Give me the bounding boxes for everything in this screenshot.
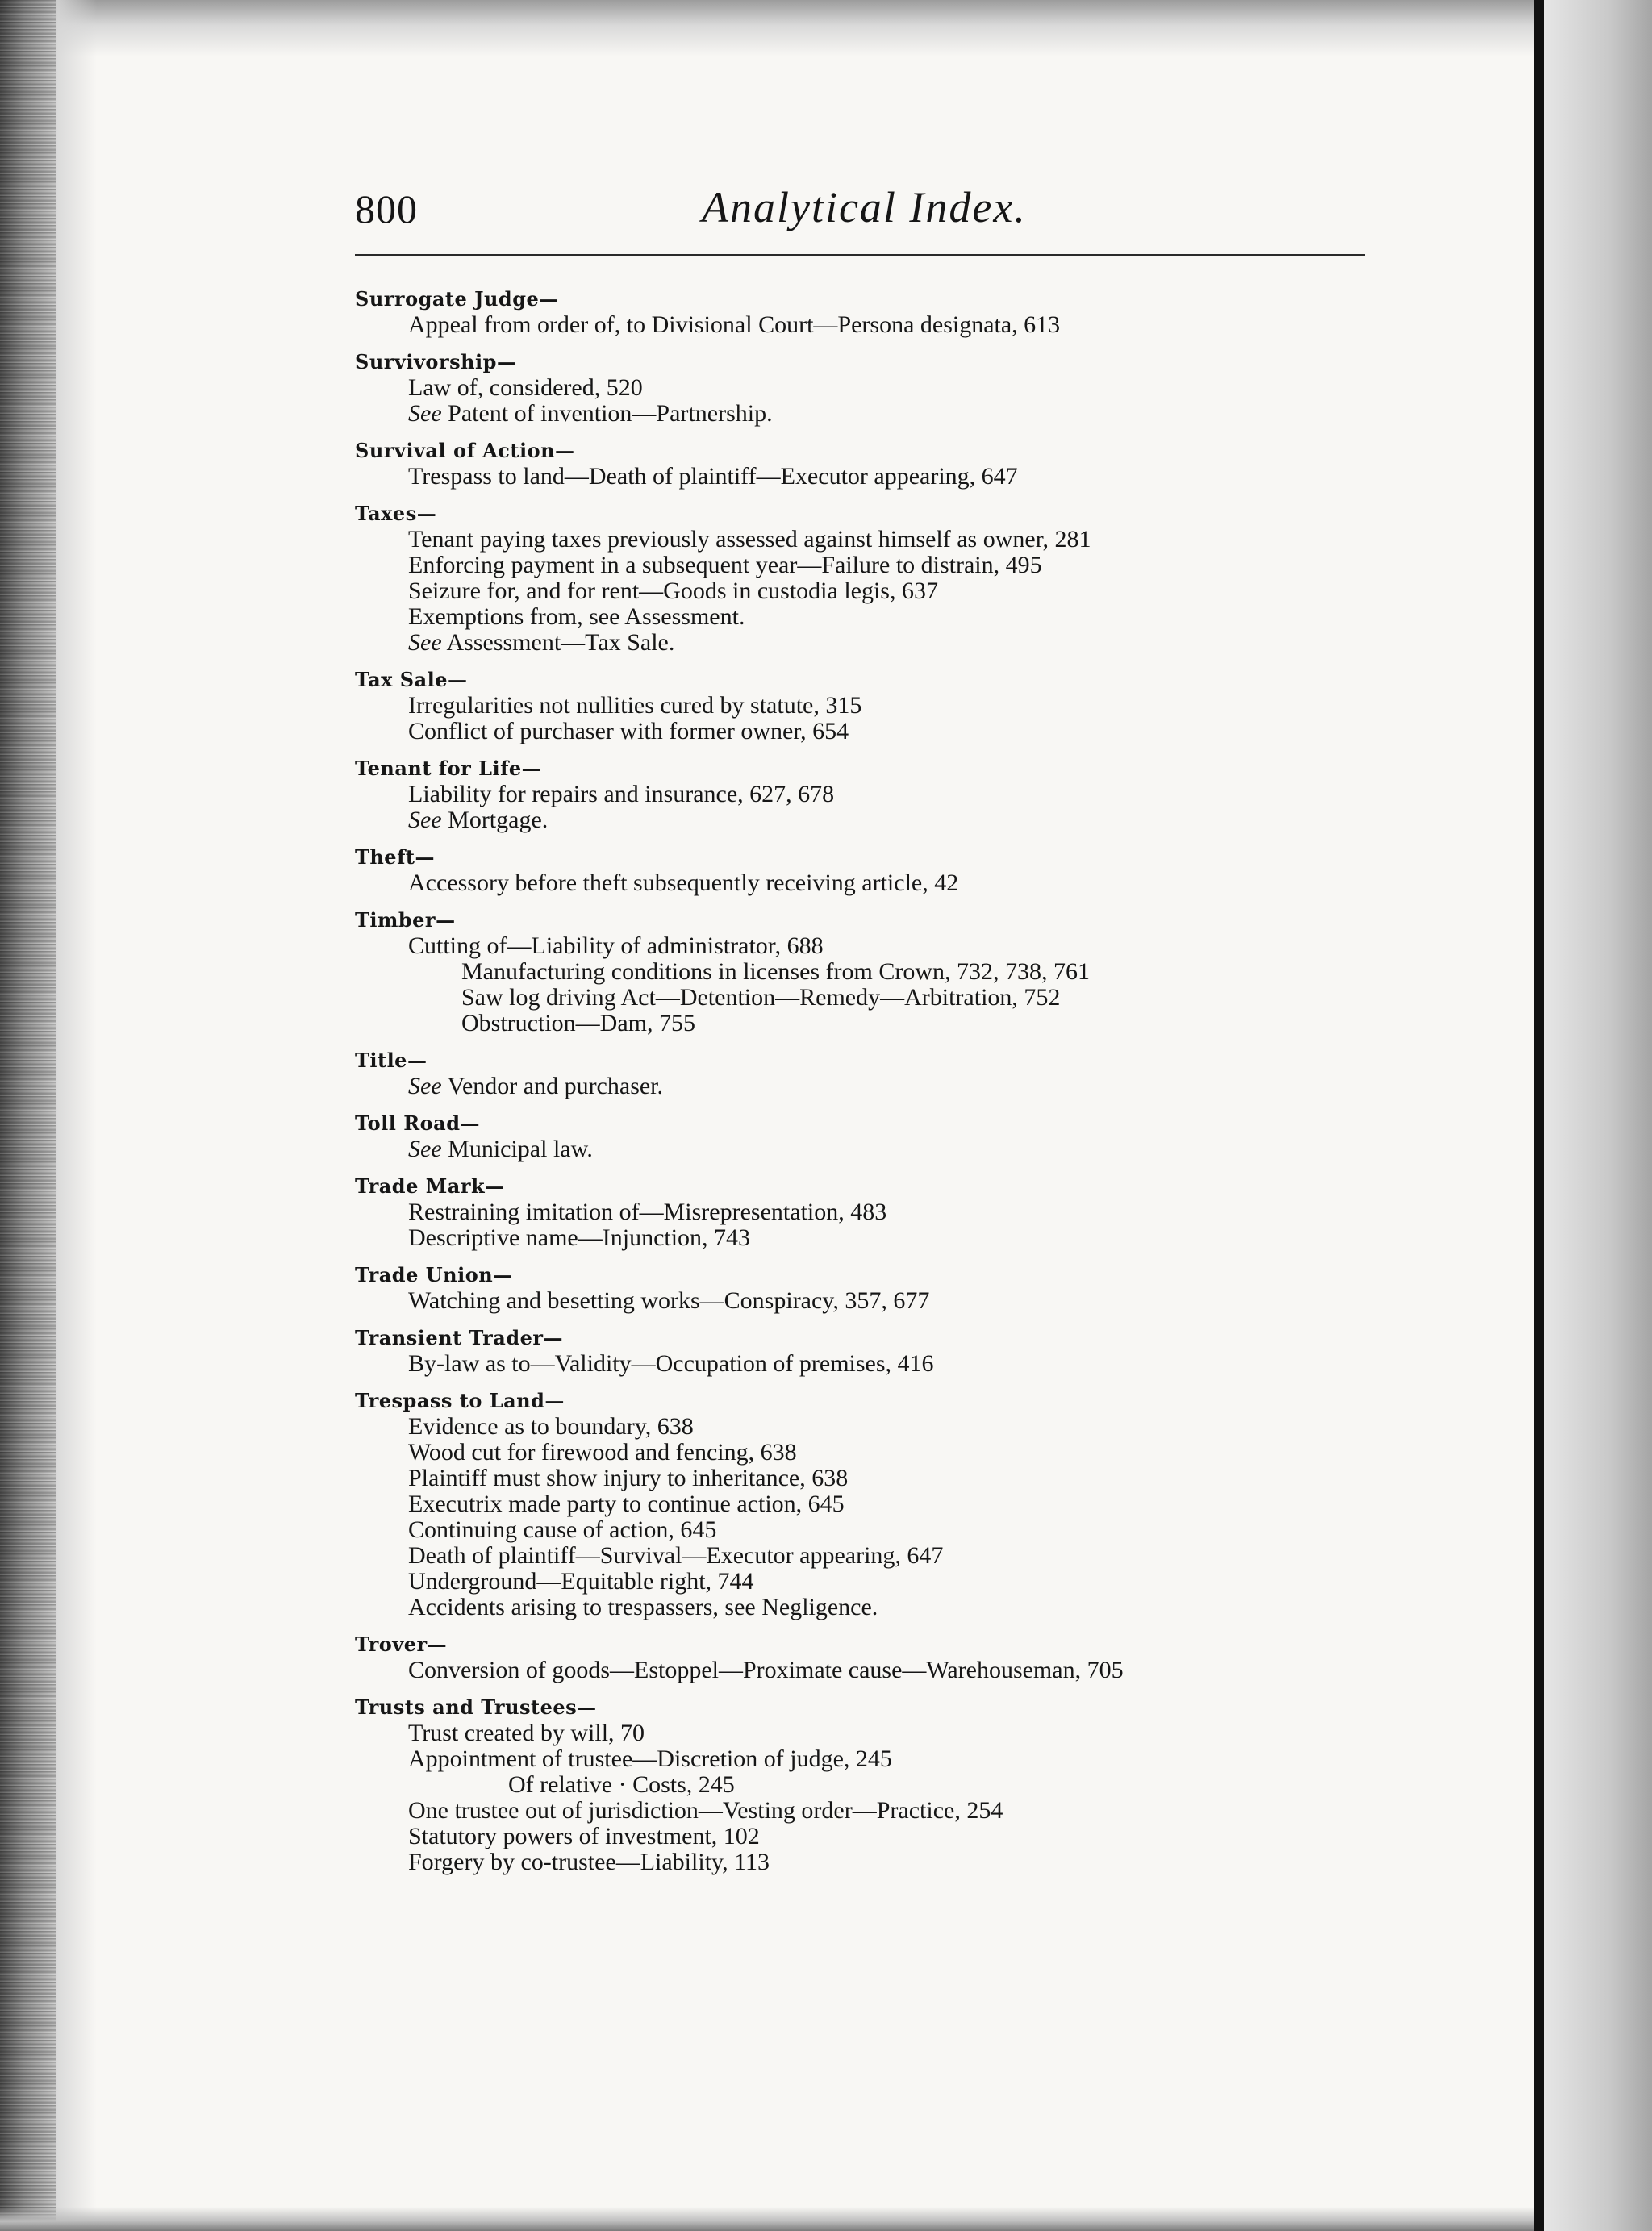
entry-heading: Tax Sale— — [355, 668, 468, 691]
entry-line-text: Executrix made party to continue action, 645 — [408, 1491, 845, 1517]
entry-line — [355, 578, 1420, 604]
see-reference-label: See — [408, 1073, 442, 1099]
entry-line-text: Continuing cause of action, 645 — [408, 1516, 717, 1543]
entry-line-text: One trustee out of jurisdiction—Vesting order—Practice, 254 — [408, 1797, 1003, 1824]
entry-line-text: Conflict of purchaser with former owner, 654 — [408, 718, 849, 744]
entry-line-text: Trespass to land—Death of plaintiff—Executor appearing, 647 — [408, 463, 1018, 490]
binding-shadow — [0, 0, 56, 2231]
index-entry — [355, 1325, 1420, 1377]
see-reference-label: See — [408, 400, 442, 427]
index-entry — [355, 438, 1420, 490]
entry-line-text: Conversion of goods—Estoppel—Proximate cause—Warehouseman, 705 — [408, 1657, 1124, 1683]
entry-line-text: Wood cut for firewood and fencing, 638 — [408, 1439, 797, 1466]
entry-heading: Trade Union— — [355, 1263, 513, 1286]
scan-right-margin — [1544, 0, 1652, 2231]
index-entry — [355, 1262, 1420, 1314]
entry-line-text: Forgery by co-trustee—Liability, 113 — [408, 1849, 770, 1875]
entry-line — [355, 807, 1420, 833]
entry-line — [355, 1466, 1420, 1491]
entry-line — [355, 1569, 1420, 1595]
entry-heading: Taxes— — [355, 502, 437, 525]
index-entry — [355, 1695, 1420, 1875]
index-entry — [355, 907, 1420, 1036]
entry-line-text: Exemptions from, see Assessment. — [408, 603, 745, 630]
entry-line-text: Assessment—Tax Sale. — [446, 629, 675, 656]
entry-heading: Toll Road— — [355, 1111, 480, 1135]
entry-line — [355, 1414, 1420, 1440]
entry-line — [355, 1440, 1420, 1466]
entry-line — [355, 464, 1420, 490]
entry-line-text: Manufacturing conditions in licenses from Crown, 732, 738, 761 — [461, 958, 1091, 985]
entry-line — [355, 985, 1420, 1011]
entry-line — [355, 630, 1420, 656]
scan-bottom-edge — [0, 2207, 1534, 2231]
entry-line-text: Patent of invention—Partnership. — [448, 400, 773, 427]
entry-heading: Trade Mark— — [355, 1174, 505, 1198]
page-header — [355, 183, 1363, 250]
entry-line — [355, 1288, 1420, 1314]
entry-line — [355, 527, 1420, 553]
entry-line-text: Accidents arising to trespassers, see Negligence. — [408, 1594, 878, 1620]
page-number: 800 — [355, 186, 418, 231]
index-entry — [355, 349, 1420, 427]
entry-line-text: Statutory powers of investment, 102 — [408, 1823, 760, 1849]
entry-line — [355, 1517, 1420, 1543]
entry-heading: Transient Trader— — [355, 1326, 564, 1349]
index-entries — [355, 286, 1420, 1887]
scan-top-edge — [0, 0, 1534, 56]
entry-heading: Surrogate Judge— — [355, 287, 559, 311]
entry-line — [355, 933, 1420, 959]
index-entry — [355, 1632, 1420, 1683]
page-right-border — [1534, 0, 1544, 2231]
entry-line-text: Vendor and purchaser. — [447, 1073, 664, 1099]
entry-line — [355, 693, 1420, 719]
entry-line-text: Enforcing payment in a subsequent year—Failure to distrain, 495 — [408, 552, 1042, 578]
entry-line — [355, 312, 1420, 338]
see-reference-label: See — [408, 629, 442, 656]
entry-line — [355, 1491, 1420, 1517]
entry-line-text: Obstruction—Dam, 755 — [461, 1010, 695, 1036]
entry-line — [355, 1720, 1420, 1746]
entry-line-text: Restraining imitation of—Misrepresentation, 483 — [408, 1199, 887, 1225]
entry-line — [355, 1074, 1420, 1099]
entry-line-text: Saw log driving Act—Detention—Remedy—Arbitration, 752 — [461, 984, 1061, 1011]
entry-line — [355, 1199, 1420, 1225]
entry-line — [355, 1011, 1420, 1036]
index-entry — [355, 1048, 1420, 1099]
index-entry — [355, 756, 1420, 833]
entry-line — [355, 1658, 1420, 1683]
see-reference-label: See — [408, 807, 442, 833]
entry-line-text: Underground—Equitable right, 744 — [408, 1568, 754, 1595]
entry-line — [355, 375, 1420, 401]
entry-line — [355, 553, 1420, 578]
entry-heading: Title— — [355, 1049, 428, 1072]
entry-line-text: Plaintiff must show injury to inheritance, 638 — [408, 1465, 849, 1491]
index-entry — [355, 844, 1420, 896]
entry-line-text: Accessory before theft subsequently receiving article, 42 — [408, 869, 959, 896]
entry-line-text: Evidence as to boundary, 638 — [408, 1413, 694, 1440]
entry-line — [355, 604, 1420, 630]
entry-line — [355, 870, 1420, 896]
entry-line — [355, 1849, 1420, 1875]
entry-heading: Trover— — [355, 1633, 448, 1656]
entry-heading: Tenant for Life— — [355, 757, 542, 780]
index-entry — [355, 1111, 1420, 1162]
index-entry — [355, 286, 1420, 338]
running-title: Analytical Index. — [702, 183, 1027, 231]
see-reference-label: See — [408, 1136, 442, 1162]
entry-line — [355, 1746, 1420, 1772]
entry-line-text: Liability for repairs and insurance, 627, 678 — [408, 781, 835, 807]
entry-line — [355, 401, 1420, 427]
entry-line — [355, 1225, 1420, 1251]
entry-line-text: Mortgage. — [448, 807, 549, 833]
entry-line — [355, 782, 1420, 807]
entry-line — [355, 1351, 1420, 1377]
entry-heading: Survivorship— — [355, 350, 517, 373]
entry-heading: Trusts and Trustees— — [355, 1695, 597, 1719]
entry-heading: Trespass to Land— — [355, 1389, 565, 1412]
entry-line-text: Cutting of—Liability of administrator, 688 — [408, 932, 824, 959]
entry-line-text: Appointment of trustee—Discretion of judge, 245 — [408, 1745, 892, 1772]
index-entry — [355, 1388, 1420, 1620]
entry-line — [355, 1798, 1420, 1824]
index-entry — [355, 501, 1420, 656]
entry-line — [355, 719, 1420, 744]
entry-line-text: Appeal from order of, to Divisional Court—Persona designata, 613 — [408, 311, 1061, 338]
entry-line-text: Irregularities not nullities cured by statute, 315 — [408, 692, 862, 719]
index-entry — [355, 1174, 1420, 1251]
entry-line-text: Municipal law. — [448, 1136, 593, 1162]
index-entry — [355, 667, 1420, 744]
entry-line — [355, 1595, 1420, 1620]
entry-line — [355, 1543, 1420, 1569]
entry-heading: Theft— — [355, 845, 435, 869]
entry-line — [355, 1772, 1420, 1798]
entry-line-text: By-law as to—Validity—Occupation of premises, 416 — [408, 1350, 934, 1377]
entry-line — [355, 959, 1420, 985]
entry-line-text: Watching and besetting works—Conspiracy, 357, 677 — [408, 1287, 930, 1314]
entry-line-text: Descriptive name—Injunction, 743 — [408, 1224, 751, 1251]
entry-line-text: Death of plaintiff—Survival—Executor appearing, 647 — [408, 1542, 944, 1569]
entry-line-text: Law of, considered, 520 — [408, 374, 643, 401]
entry-line-text: Tenant paying taxes previously assessed against himself as owner, 281 — [408, 526, 1091, 553]
entry-line-text: Of relative · Costs, 245 — [508, 1771, 735, 1798]
header-rule — [355, 254, 1365, 256]
entry-line — [355, 1136, 1420, 1162]
entry-line — [355, 1824, 1420, 1849]
entry-line-text: Seizure for, and for rent—Goods in custodia legis, 637 — [408, 578, 938, 604]
entry-heading: Survival of Action— — [355, 439, 575, 462]
entry-line-text: Trust created by will, 70 — [408, 1720, 645, 1746]
entry-heading: Timber— — [355, 908, 456, 932]
